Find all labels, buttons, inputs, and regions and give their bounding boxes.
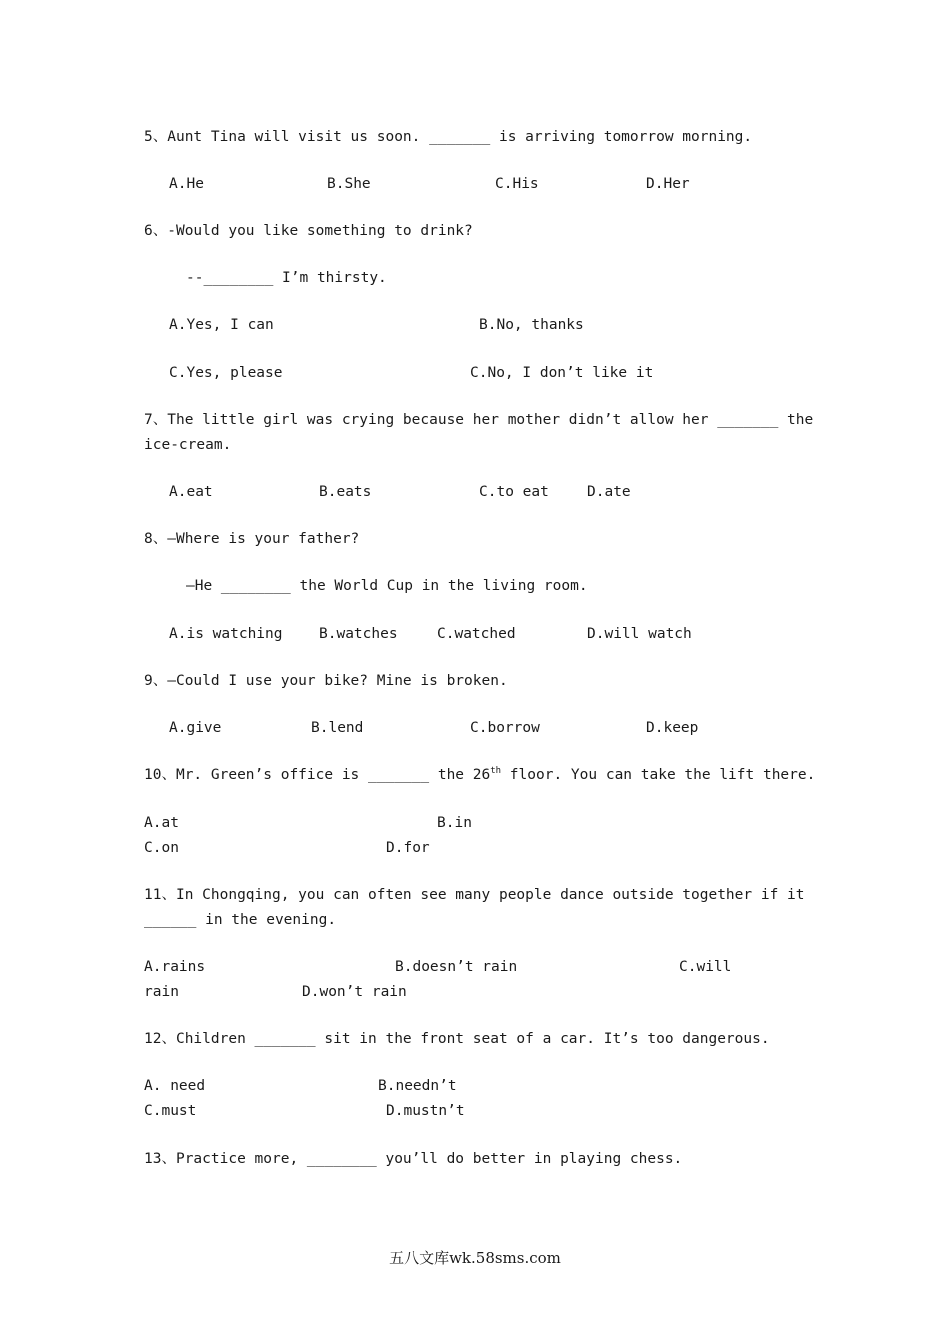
q8-option-c: C.watched [437, 626, 516, 642]
q9-option-b: B.lend [311, 720, 364, 736]
q11-option-c-continued: rain [144, 984, 179, 1000]
q10-option-b: B.in [437, 815, 472, 831]
q9-option-a: A.give [169, 720, 222, 736]
question-8-stem: 8、—Where is your father? [144, 531, 360, 547]
q5-option-b: B.She [327, 176, 371, 192]
q5-option-a: A.He [169, 176, 204, 192]
q11-option-a: A.rains [144, 959, 206, 975]
q10-option-d: D.for [386, 840, 430, 856]
q8-option-b: B.watches [319, 626, 398, 642]
question-8-reply: —He ________ the World Cup in the living room. [186, 578, 588, 594]
q10-option-a: A.at [144, 815, 179, 831]
question-7-stem-line2: ice-cream. [144, 437, 232, 453]
q10-stem-after: floor. You can take the lift there. [501, 767, 816, 783]
q10-stem-before: 10、Mr. Green’s office is _______ the 26 [144, 767, 491, 783]
question-11-stem-line1: 11、In Chongqing, you can often see many people dance outside together if it [144, 887, 805, 903]
q6-option-c: C.Yes, please [169, 365, 283, 381]
q8-option-d: D.will watch [587, 626, 692, 642]
q7-option-a: A.eat [169, 484, 213, 500]
q11-option-b: B.doesn’t rain [395, 959, 518, 975]
q5-option-c: C.His [495, 176, 539, 192]
question-13-stem: 13、Practice more, ________ you’ll do better in playing chess. [144, 1151, 683, 1167]
question-12-stem: 12、Children _______ sit in the front seat of a car. It’s too dangerous. [144, 1031, 770, 1047]
question-7-stem-line1: 7、The little girl was crying because her mother didn’t allow her _______ the [144, 412, 814, 428]
question-10-stem [144, 766, 815, 784]
q9-option-d: D.keep [646, 720, 699, 736]
q11-option-c: C.will [679, 959, 732, 975]
q7-option-d: D.ate [587, 484, 631, 500]
q11-option-d: D.won’t rain [302, 984, 407, 1000]
q12-option-c: C.must [144, 1103, 197, 1119]
q10-stem-superscript: th [490, 766, 502, 777]
q12-option-d: D.mustn’t [386, 1103, 465, 1119]
page-footer: 五八文库wk.58sms.com [389, 1249, 561, 1267]
question-6-stem: 6、-Would you like something to drink? [144, 223, 473, 239]
question-6-reply: --________ I’m thirsty. [186, 270, 387, 286]
q9-option-c: C.borrow [470, 720, 540, 736]
q12-option-b: B.needn’t [378, 1078, 457, 1094]
q7-option-b: B.eats [319, 484, 372, 500]
q6-option-a: A.Yes, I can [169, 317, 274, 333]
question-11-stem-line2: ______ in the evening. [144, 912, 337, 928]
q12-option-a: A. need [144, 1078, 206, 1094]
q6-option-d: C.No, I don’t like it [470, 365, 654, 381]
q10-option-c: C.on [144, 840, 179, 856]
question-5-stem: 5、Aunt Tina will visit us soon. _______ is arriving tomorrow morning. [144, 129, 753, 145]
q7-option-c: C.to eat [479, 484, 549, 500]
q5-option-d: D.Her [646, 176, 690, 192]
q8-option-a: A.is watching [169, 626, 283, 642]
q6-option-b: B.No, thanks [479, 317, 584, 333]
question-9-stem: 9、—Could I use your bike? Mine is broken. [144, 673, 508, 689]
